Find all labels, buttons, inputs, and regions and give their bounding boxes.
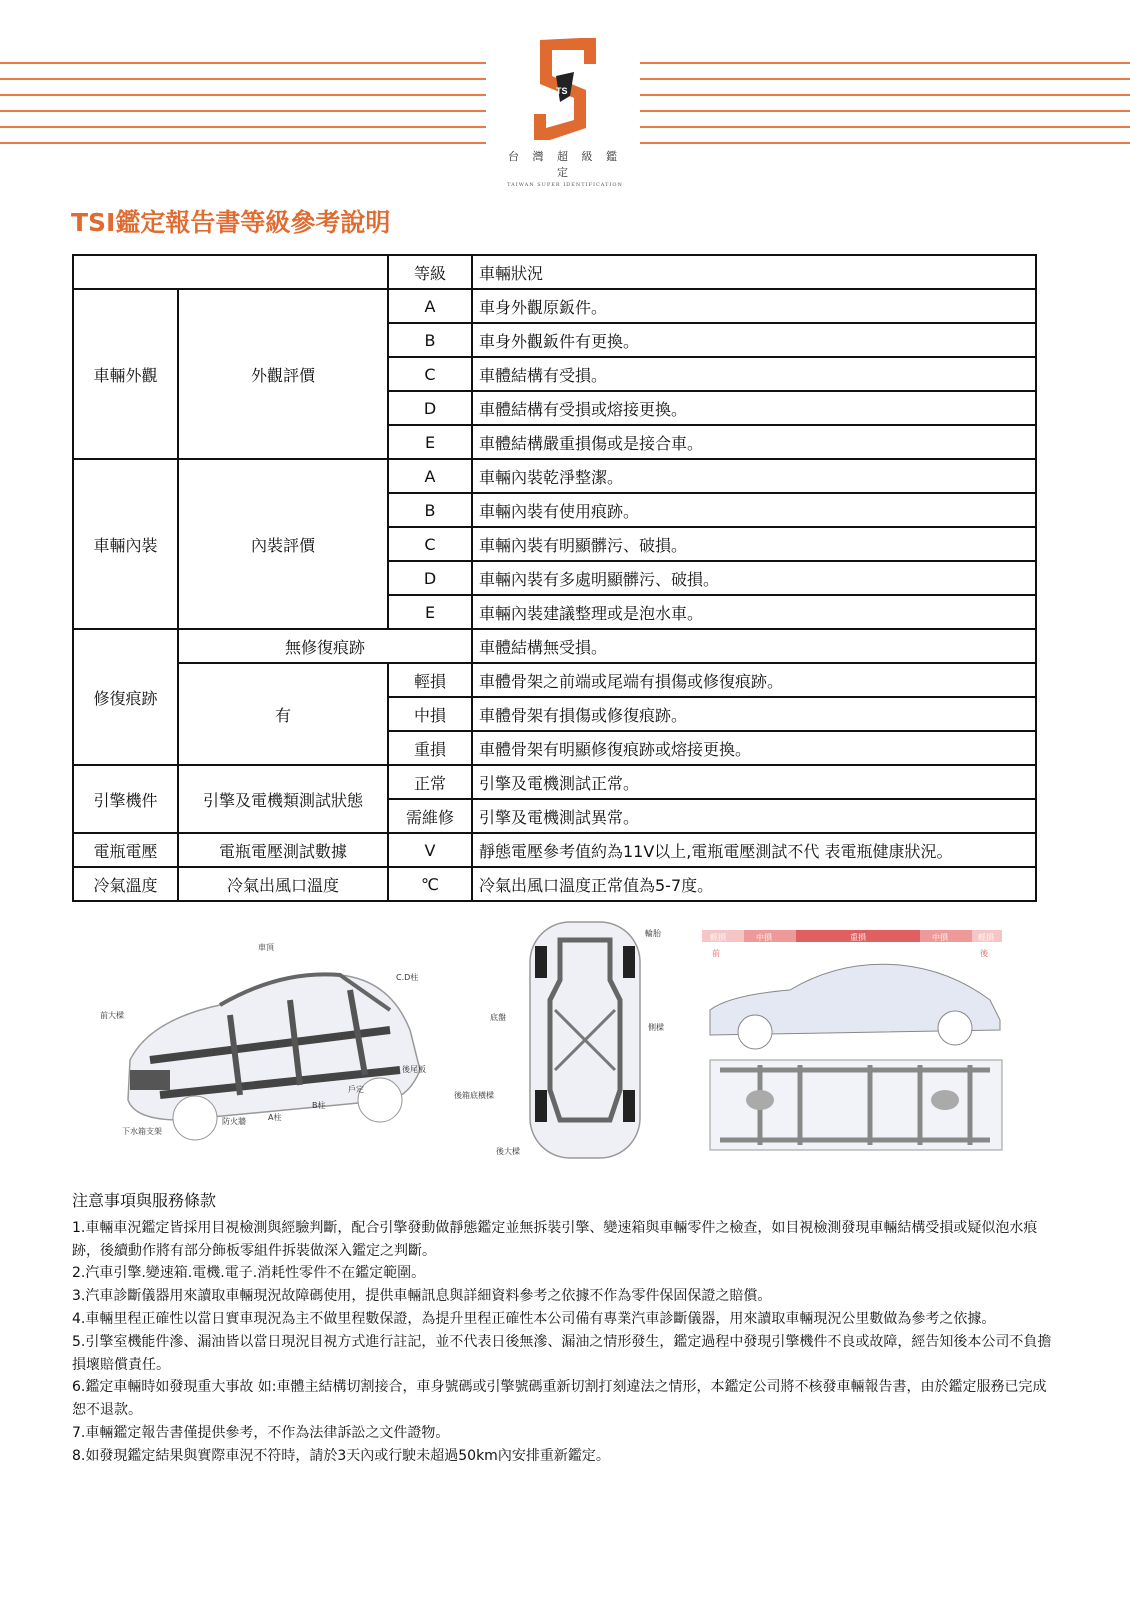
terms-title: 注意事項與服務條款	[72, 1191, 217, 1210]
status-cell: 車輛內裝建議整理或是泡水車。	[472, 595, 1036, 629]
terms-item: 1.車輛車況鑑定皆採用目視檢測與經驗判斷，配合引擎發動做靜態鑑定並無拆裝引擎、變速箱與車輛零件之檢查，如目視檢測發現車輛結構受損或疑似泡水痕跡，後續動作將有部分飾板零組件拆裝做深入鑑定之判斷。	[72, 1219, 1038, 1259]
label-cd-pillar: C.D柱	[396, 973, 419, 982]
label-chassis: 底盤	[490, 1013, 506, 1022]
label-b-pillar: B柱	[312, 1101, 326, 1110]
zone-light-front: 輕損	[710, 933, 726, 942]
grade-cell: V	[388, 833, 472, 867]
repair-none: 無修復痕跡	[178, 629, 472, 663]
table-row	[73, 663, 1036, 697]
header-stripes-left	[0, 62, 486, 144]
label-rear: 後	[980, 949, 988, 958]
grade-cell: 正常	[388, 765, 472, 799]
label-a-pillar: A柱	[268, 1113, 282, 1122]
status-cell: 車身外觀鈑件有更換。	[472, 323, 1036, 357]
repair-has: 有	[178, 663, 388, 765]
terms-item: 6.鑑定車輛時如發現重大事故 如:車體主結構切割接合，車身號碼或引擎號碼重新切割打刻違法之情形，本鑑定公司將不核發車輛報告書，由於鑑定服務已完成恕不退款。	[72, 1379, 1047, 1419]
page-title: TSI鑑定報告書等級參考說明	[71, 208, 391, 237]
status-cell: 車輛內裝乾淨整潔。	[472, 459, 1036, 493]
label-sill: 戶定	[348, 1085, 364, 1094]
status-cell: 車體結構嚴重損傷或是接合車。	[472, 425, 1036, 459]
label-rear-panel: 後尾板	[402, 1065, 426, 1074]
terms-item: 8.如發現鑑定結果與實際車況不符時，請於3天內或行駛未超過50km內安排重新鑑定。	[72, 1447, 610, 1464]
brand-name-en: TAIWAN SUPER IDENTIFICATION	[507, 182, 623, 188]
table-row	[73, 867, 1036, 901]
grade-cell: A	[388, 289, 472, 323]
category-engine: 引擎機件	[73, 765, 178, 833]
grade-cell: 重損	[388, 731, 472, 765]
damage-zone-diagram	[700, 920, 1020, 1170]
header-grade: 等級	[388, 255, 472, 289]
table-row	[73, 765, 1036, 799]
category-repair: 修復痕跡	[73, 629, 178, 765]
grade-cell: 輕損	[388, 663, 472, 697]
label-rear-beam: 後大樑	[496, 1147, 520, 1156]
status-cell: 車體骨架之前端或尾端有損傷或修復痕跡。	[472, 663, 1036, 697]
tsi-logo-icon	[530, 36, 600, 142]
status-cell: 車輛內裝有多處明顯髒污、破損。	[472, 561, 1036, 595]
table-header-row	[73, 255, 1036, 289]
sub-exterior: 外觀評價	[178, 289, 388, 459]
sub-interior: 內裝評價	[178, 459, 388, 629]
table-row	[73, 629, 1036, 663]
terms-item: 7.車輛鑑定報告書僅提供參考，不作為法律訴訟之文件證物。	[72, 1424, 450, 1441]
grade-cell: A	[388, 459, 472, 493]
category-interior: 車輛內裝	[73, 459, 178, 629]
grade-cell: E	[388, 595, 472, 629]
status-cell: 車輛內裝有明顯髒污、破損。	[472, 527, 1036, 561]
label-tire: 輪胎	[645, 929, 661, 938]
grade-cell: B	[388, 493, 472, 527]
zone-heavy: 重損	[850, 933, 866, 942]
label-front: 前	[712, 949, 720, 958]
grade-cell: ℃	[388, 867, 472, 901]
grade-cell: D	[388, 561, 472, 595]
grade-cell: E	[388, 425, 472, 459]
table-row	[73, 833, 1036, 867]
zone-medium-front: 中損	[756, 933, 772, 942]
grade-cell: D	[388, 391, 472, 425]
grade-cell: 中損	[388, 697, 472, 731]
status-cell: 車身外觀原鈑件。	[472, 289, 1036, 323]
status-cell: 車體結構有受損或熔接更換。	[472, 391, 1036, 425]
header-stripes-right	[640, 62, 1130, 144]
brand-name-cn: 台 灣 超 級 鑑 定	[508, 150, 622, 179]
terms-item: 2.汽車引擎.變速箱.電機.電子.消耗性零件不在鑑定範圍。	[72, 1265, 426, 1282]
sub-engine: 引擎及電機類測試狀態	[178, 765, 388, 833]
category-battery: 電瓶電壓	[73, 833, 178, 867]
header-status: 車輛狀況	[472, 255, 1036, 289]
zone-medium-rear: 中損	[932, 933, 948, 942]
svg-text:TS: TS	[556, 86, 568, 96]
label-roof: 車頂	[258, 943, 274, 952]
terms-item: 4.車輛里程正確性以當日實車現況為主不做里程數保證，為提升里程正確性本公司備有專業汽車診斷儀器，用來讀取車輛現況公里數做為參考之依據。	[72, 1310, 996, 1327]
status-cell: 引擎及電機測試異常。	[472, 799, 1036, 833]
car-body-structure-diagram	[90, 920, 450, 1160]
label-side-beam: 側樑	[648, 1023, 664, 1032]
sub-battery: 電瓶電壓測試數據	[178, 833, 388, 867]
label-front-beam: 前大樑	[100, 1011, 124, 1020]
label-rear-crossmember: 後箱底橫樑	[454, 1091, 494, 1100]
status-cell: 車體結構有受損。	[472, 357, 1036, 391]
label-firewall: 防火牆	[222, 1117, 246, 1126]
grade-cell: C	[388, 527, 472, 561]
grade-cell: B	[388, 323, 472, 357]
status-cell: 引擎及電機測試正常。	[472, 765, 1036, 799]
status-cell: 車輛內裝有使用痕跡。	[472, 493, 1036, 527]
sub-aircon: 冷氣出風口溫度	[178, 867, 388, 901]
terms-item: 3.汽車診斷儀器用來讀取車輛現況故障碼使用，提供車輛訊息與詳細資料參考之依據不作為零件保固保證之賠償。	[72, 1288, 772, 1305]
terms-section	[72, 1190, 1052, 1468]
status-cell: 冷氣出風口溫度正常值為5-7度。	[472, 867, 1036, 901]
zone-light-rear: 輕損	[978, 933, 994, 942]
grade-cell: C	[388, 357, 472, 391]
category-aircon: 冷氣溫度	[73, 867, 178, 901]
category-exterior: 車輛外觀	[73, 289, 178, 459]
chassis-underbody-diagram	[450, 920, 680, 1170]
status-cell: 車體結構無受損。	[472, 629, 1036, 663]
table-row	[73, 459, 1036, 493]
label-radiator-support: 下水箱支架	[122, 1127, 162, 1136]
status-cell: 車體骨架有明顯修復痕跡或熔接更換。	[472, 731, 1036, 765]
grade-table	[72, 254, 1037, 902]
table-row	[73, 289, 1036, 323]
status-cell: 車體骨架有損傷或修復痕跡。	[472, 697, 1036, 731]
status-cell: 靜態電壓參考值約為11V以上,電瓶電壓測試不代 表電瓶健康狀況。	[472, 833, 1036, 867]
terms-item: 5.引擎室機能件滲、漏油皆以當日現況目視方式進行註記，並不代表日後無滲、漏油之情形發生，鑑定過程中發現引擎機件不良或故障，經告知後本公司不負擔損壞賠償責任。	[72, 1333, 1052, 1373]
brand-logo	[500, 36, 630, 186]
grade-cell: 需維修	[388, 799, 472, 833]
